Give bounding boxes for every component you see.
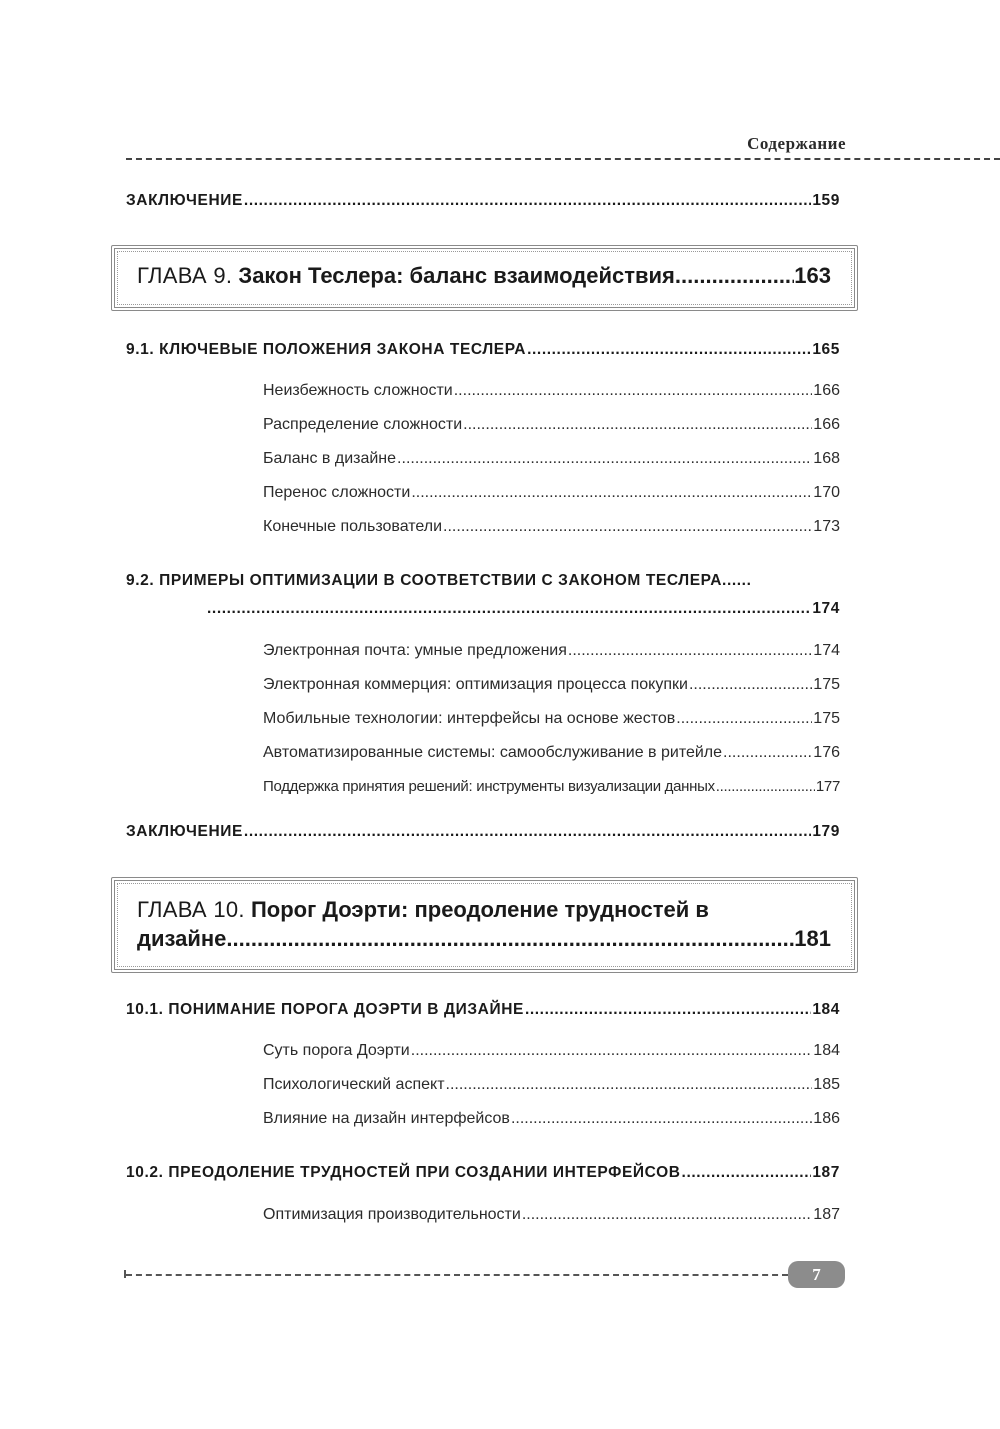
toc-entry-page: 159 [812,192,840,209]
toc-section-10-2[interactable] [126,1164,840,1182]
toc-subentry[interactable]: Суть порога Доэрти ..... 184 [263,1042,840,1060]
footer-divider [126,1274,788,1276]
chapter-page: 181 [794,926,831,951]
toc-chapter-10-continuation[interactable] [137,926,831,952]
toc-section-9-2[interactable] [126,572,840,590]
toc-entry-title: 9.2. ПРИМЕРЫ ОПТИМИЗАЦИИ В СООТВЕТСТВИИ С ЗАКОНОМ ТЕСЛЕРА...... [126,572,752,589]
toc-subentry[interactable]: Оптимизация производительности ..... 187 [263,1206,840,1224]
toc-entry-page: 179 [812,823,840,840]
toc-entry-title: 10.1. ПОНИМАНИЕ ПОРОГА ДОЭРТИ В ДИЗАЙНЕ [126,1001,524,1018]
toc-entry-conclusion-9[interactable] [126,823,840,841]
toc-section-9-2-continuation[interactable] [206,600,840,618]
toc-entry-title: 9.1. КЛЮЧЕВЫЕ ПОЛОЖЕНИЯ ЗАКОНА ТЕСЛЕРА [126,341,527,358]
chapter-title: Закон Теслера: баланс взаимодействия [238,263,675,288]
chapter-label: ГЛАВА 9. [137,263,233,288]
toc-entry-page: 184 [812,1001,840,1018]
chapter-title-continued: дизайне [137,926,227,951]
toc-subentry[interactable]: Электронная коммерция: оптимизация процесса покупки ..... 175 [263,676,840,694]
toc-subentry[interactable]: Автоматизированные системы: самообслуживание в ритейле ..... 176 [263,744,840,762]
toc-section-9-1[interactable] [126,341,840,359]
toc-subentry[interactable]: Баланс в дизайне ..... 168 [263,450,840,468]
toc-entry-title: ЗАКЛЮЧЕНИЕ [126,192,243,209]
toc-subentry[interactable]: Мобильные технологии: интерфейсы на основе жестов ..... 175 [263,710,840,728]
toc-entry-title: 10.2. ПРЕОДОЛЕНИЕ ТРУДНОСТЕЙ ПРИ СОЗДАНИИ ИНТЕРФЕЙСОВ [126,1164,681,1181]
running-head: Содержание [747,134,846,153]
toc-entry-conclusion-top[interactable] [126,192,840,210]
toc-subentry[interactable]: Поддержка принятия решений: инструменты визуализации данных ..... 177 [263,778,840,795]
toc-subentry[interactable]: Распределение сложности ..... 166 [263,416,840,434]
header-divider [126,158,1000,160]
toc-subentry[interactable]: Перенос сложности ..... 170 [263,484,840,502]
page-number-badge: 7 [788,1261,845,1288]
toc-chapter-9[interactable] [137,263,831,289]
toc-subentry[interactable]: Неизбежность сложности ..... 166 [263,382,840,400]
toc-section-10-1[interactable] [126,1001,840,1019]
toc-chapter-10[interactable] [137,897,831,923]
chapter-page: 163 [794,263,831,288]
chapter-10-frame [111,877,858,973]
toc-subentry[interactable]: Электронная почта: умные предложения ..... 174 [263,642,840,660]
toc-entry-title: ЗАКЛЮЧЕНИЕ [126,823,243,840]
toc-subentry[interactable]: Конечные пользователи ..... 173 [263,518,840,536]
toc-entry-page: 187 [812,1164,840,1181]
chapter-label: ГЛАВА 10. [137,897,245,922]
toc-entry-page: 174 [812,600,840,617]
toc-entry-page: 165 [812,341,840,358]
chapter-title: Порог Доэрти: преодоление трудностей в [250,897,709,922]
toc-subentry[interactable]: Психологический аспект ..... 185 [263,1076,840,1094]
toc-subentry[interactable]: Влияние на дизайн интерфейсов ..... 186 [263,1110,840,1128]
